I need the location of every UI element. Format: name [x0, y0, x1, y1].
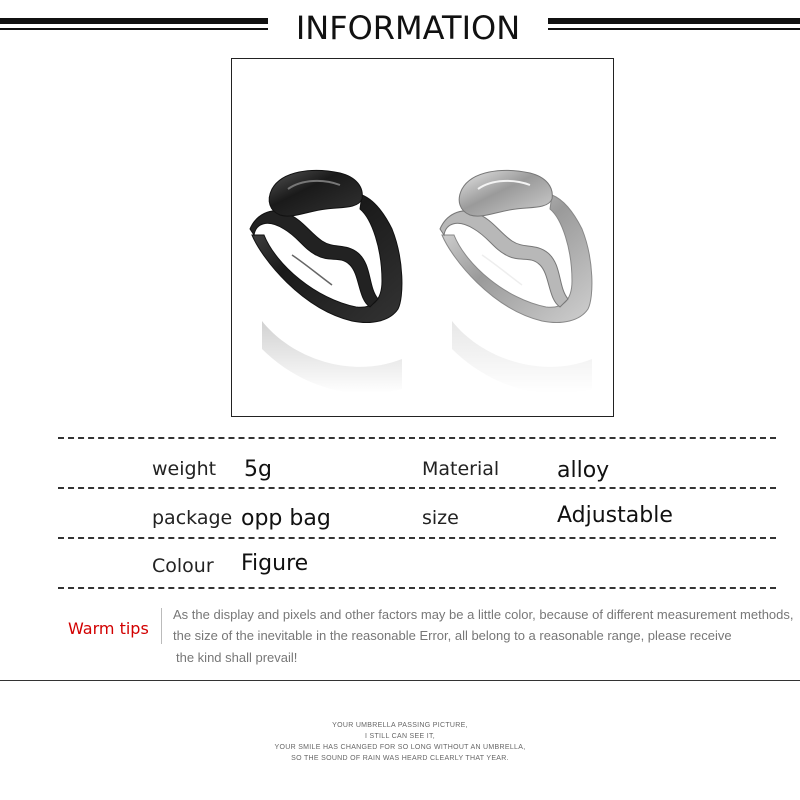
divider: [58, 487, 776, 489]
tip-line: As the display and pixels and other factors may be a little color, because of different measurement methods,: [173, 607, 794, 622]
ring-black: [250, 170, 402, 322]
colour-value: Figure: [241, 551, 309, 576]
header-rule-right: [548, 18, 800, 38]
size-label: size: [422, 507, 459, 529]
divider: [58, 437, 776, 439]
page-title: INFORMATION: [295, 9, 521, 47]
package-label: package: [152, 507, 233, 529]
divider: [58, 587, 776, 589]
weight-label: weight: [152, 458, 217, 480]
weight-value: 5g: [244, 457, 272, 482]
divider: [58, 537, 776, 539]
colour-label: Colour: [152, 555, 214, 577]
size-value: Adjustable: [557, 503, 673, 528]
ring-silver: [440, 170, 592, 322]
footer-line: SO THE SOUND OF RAIN WAS HEARD CLEARLY THAT YEAR.: [291, 755, 509, 762]
footer-line: YOUR UMBRELLA PASSING PICTURE,: [332, 722, 468, 729]
footer-line: I STILL CAN SEE IT,: [364, 733, 436, 740]
tips-separator: [161, 608, 162, 644]
package-value: opp bag: [241, 506, 331, 531]
material-value: alloy: [557, 458, 610, 483]
tip-line: the size of the inevitable in the reasonable Error, all belong to a reasonable range, please receive: [173, 628, 732, 643]
footer-line: YOUR SMILE HAS CHANGED FOR SO LONG WITHOUT AN UMBRELLA,: [274, 744, 526, 751]
product-image: [231, 58, 614, 417]
divider: [0, 680, 800, 681]
header-rule-left: [0, 18, 268, 38]
material-label: Material: [422, 458, 500, 480]
warm-tips-label: Warm tips: [68, 619, 149, 638]
tip-line: the kind shall prevail!: [176, 650, 298, 665]
